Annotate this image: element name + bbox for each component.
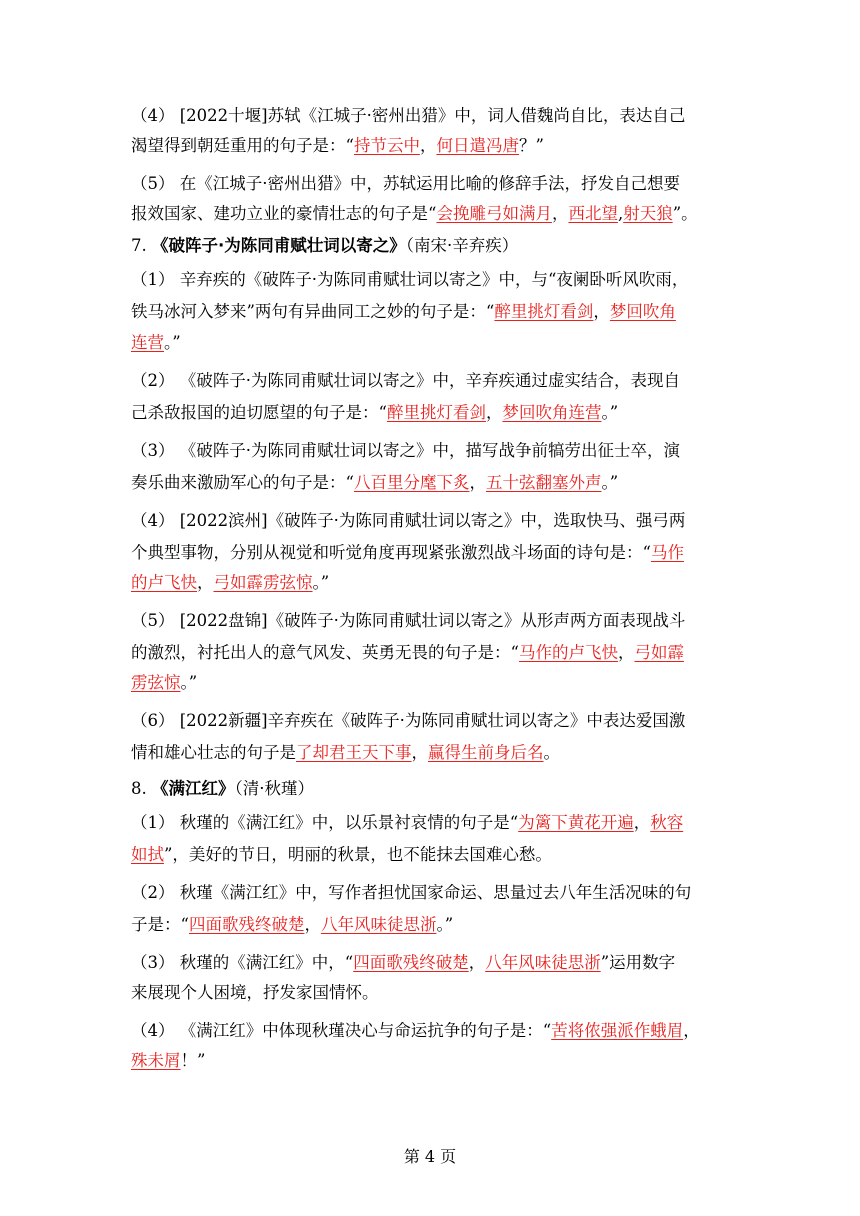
text-line: [131, 202, 731, 226]
answer-text: 会挽雕弓如满月: [436, 204, 552, 223]
answer-text: 马作: [650, 543, 684, 562]
body-text: ，: [304, 915, 321, 934]
body-text: （5） 在《江城子·密州出猎》中，苏轼运用比喻的修辞手法，抒发自己想要: [131, 174, 680, 193]
body-text: （2） 秋瑾《满江红》中，写作者担忧国家命运、思量过去八年生活况味的句: [131, 883, 692, 902]
answer-text: 醉里挑灯看剑: [386, 403, 486, 422]
body-text: （2） 《破阵子·为陈同甫赋壮词以寄之》中，辛弃疾通过虚实结合，表现自: [131, 371, 680, 390]
text-line: [131, 234, 731, 258]
text-line: [131, 134, 731, 158]
section-title: 《满江红》: [152, 779, 235, 798]
body-text: （4） [2022十堰]苏轼《江城子·密州出猎》中，词人借魏尚自比，表达自己: [131, 106, 686, 125]
answer-text: 何日遣冯唐: [436, 136, 519, 155]
answer-text: 如拭: [131, 845, 164, 864]
answer-text: 四面歌残终破楚: [188, 915, 305, 934]
text-line: [131, 981, 731, 1005]
body-text: 。”: [601, 473, 619, 492]
text-line: [131, 951, 731, 975]
answer-text: 四面歌残终破楚: [353, 953, 469, 972]
text-line: [131, 300, 731, 324]
text-line: [131, 104, 731, 128]
body-text: ，: [683, 1021, 700, 1040]
body-text: ？”: [518, 136, 544, 155]
text-line: [131, 881, 731, 905]
body-text: （3） 《破阵子·为陈同甫赋壮词以寄之》中，描写战争前犒劳出征士卒，演: [131, 441, 680, 460]
answer-text: 秋容: [650, 813, 684, 832]
answer-text: 为篱下黄花开遍: [518, 813, 634, 832]
text-line: [131, 571, 731, 595]
body-text: （1） 秋瑾的《满江红》中，以乐景衬哀情的句子是“: [131, 813, 519, 832]
body-text: 的激烈，衬托出人的意气风发、英勇无畏的句子是：“: [131, 643, 519, 662]
body-text: （南宋·辛弃疾）: [405, 236, 519, 255]
body-text: ,: [617, 204, 624, 223]
answer-text: 殊未屑: [131, 1051, 181, 1070]
body-text: （4） 《满江红》中体现秋瑾决心与命运抗争的句子是：“: [131, 1021, 552, 1040]
body-text: ，: [593, 302, 610, 321]
body-text: ”，美好的节日，明丽的秋景，也不能抹去国难心愁。: [164, 845, 552, 864]
text-line: [131, 1049, 731, 1073]
page-number: 第 4 页: [403, 1147, 457, 1166]
text-line: [131, 369, 731, 393]
text-line: [131, 741, 731, 765]
body-text: 渴望得到朝廷重用的句子是：“: [131, 136, 354, 155]
text-line: [131, 609, 731, 633]
body-text: ，: [485, 403, 503, 422]
text-line: [131, 811, 731, 835]
body-text: 。: [543, 743, 560, 762]
answer-text: 弓如霹雳弦惊: [213, 573, 313, 592]
body-text: （5） [2022盘锦]《破阵子·为陈同甫赋壮词以寄之》从形声两方面表现战斗: [131, 611, 686, 630]
answer-text: 西北望: [568, 204, 618, 223]
body-text: ，: [617, 643, 635, 662]
body-text: ！”: [180, 1051, 206, 1070]
body-text: ”。: [672, 204, 698, 223]
body-text: 情和雄心壮志的句子是: [131, 743, 296, 762]
body-text: 。”: [436, 915, 454, 934]
body-text: 7.: [131, 236, 152, 255]
answer-text: 五十弦翻塞外声: [485, 473, 602, 492]
answer-text: 了却君王天下事: [296, 743, 412, 762]
body-text: 报效国家、建功立业的豪情壮志的句子是“: [131, 204, 437, 223]
body-text: 。”: [180, 673, 198, 692]
text-line: [131, 1019, 731, 1043]
body-text: ，: [411, 743, 428, 762]
body-text: 己杀敌报国的迫切愿望的句子是：“: [131, 403, 387, 422]
answer-text: 醉里挑灯看剑: [494, 302, 594, 321]
text-line: [131, 268, 731, 292]
answer-text: 马作的卢飞快: [518, 643, 618, 662]
text-line: [131, 777, 731, 801]
answer-text: 射天狼: [623, 204, 673, 223]
body-text: 。”: [601, 403, 619, 422]
body-text: （4） [2022滨州]《破阵子·为陈同甫赋壮词以寄之》中，选取快马、强弓两: [131, 511, 686, 530]
body-text: ，: [633, 813, 651, 832]
body-text: ，: [551, 204, 569, 223]
body-text: 来展现个人困境，抒发家国情怀。: [131, 983, 379, 1002]
body-text: 子是：“: [131, 915, 189, 934]
body-text: 8.: [131, 779, 152, 798]
answer-text: 赢得生前身后名: [428, 743, 544, 762]
section-title: 《破阵子·为陈同甫赋壮词以寄之》: [152, 236, 406, 255]
body-text: （6） [2022新疆]辛弃疾在《破阵子·为陈同甫赋壮词以寄之》中表达爱国激: [131, 711, 686, 730]
text-line: [131, 331, 731, 355]
body-text: 铁马冰河入梦来”两句有异曲同工之妙的句子是：“: [131, 302, 495, 321]
answer-text: 弓如霹: [634, 643, 684, 662]
text-line: [131, 641, 731, 665]
text-line: [131, 172, 731, 196]
answer-text: 梦回吹角: [609, 302, 676, 321]
text-line: [131, 709, 731, 733]
answer-text: 八年风味徒思浙: [485, 953, 601, 972]
body-text: （3） 秋瑾的《满江红》中，“: [131, 953, 354, 972]
body-text: ，: [419, 136, 437, 155]
text-line: [131, 671, 731, 695]
text-line: [131, 509, 731, 533]
body-text: 个典型事物，分别从视觉和听觉角度再现紧张激烈战斗场面的诗句是：“: [131, 543, 651, 562]
answer-text: 持节云中: [353, 136, 420, 155]
answer-text: 的卢飞快: [131, 573, 197, 592]
answer-text: 连营: [131, 333, 164, 352]
body-text: 。”: [312, 573, 330, 592]
text-line: [131, 541, 731, 565]
text-line: [131, 913, 731, 937]
body-text: 。”: [164, 333, 181, 352]
body-text: ，: [468, 953, 486, 972]
body-text: 奏乐曲来激励军心的句子是：“: [131, 473, 354, 492]
text-line: [131, 471, 731, 495]
body-text: ”运用数字: [600, 953, 676, 972]
answer-text: 八百里分麾下炙: [353, 473, 470, 492]
answer-text: 雳弦惊: [131, 673, 181, 692]
answer-text: 八年风味徒思浙: [320, 915, 437, 934]
body-text: ，: [197, 573, 214, 592]
body-text: ，: [469, 473, 486, 492]
answer-text: 梦回吹角连营: [502, 403, 602, 422]
body-text: （1） 辛弃疾的《破阵子·为陈同甫赋壮词以寄之》中，与“夜阑卧听风吹雨，: [131, 270, 689, 289]
text-line: [131, 439, 731, 463]
text-line: [131, 843, 731, 867]
body-text: （清·秋瑾）: [234, 779, 314, 798]
text-line: [131, 401, 731, 425]
answer-text: 苦将侬强派作蛾眉: [551, 1021, 684, 1040]
